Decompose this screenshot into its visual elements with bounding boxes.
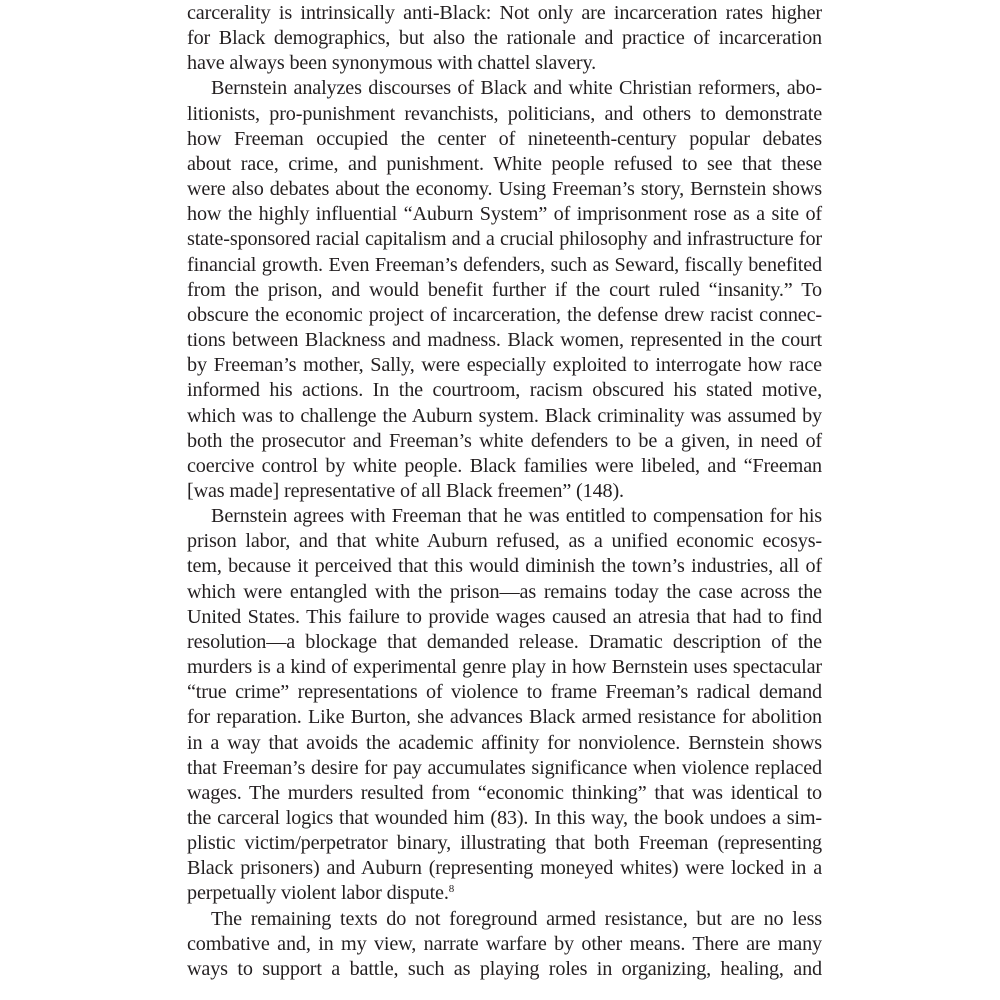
text-line: informed his actions. In the courtroom, racism obscured his stated motive, [187, 379, 822, 402]
text-line: how the highly influential “Auburn System” of imprisonment rose as a site of [187, 203, 822, 226]
text-line: resolution—a blockage that demanded release. Dramatic description of the [187, 630, 822, 653]
text-line: in a way that avoids the academic affinity for nonviolence. Bernstein shows [187, 731, 822, 754]
text-line: which was to challenge the Auburn system. Black criminality was assumed by [187, 404, 822, 427]
text-line: how Freeman occupied the center of nineteenth-century popular debates [187, 127, 822, 150]
text-line: which were entangled with the prison—as remains today the case across the [187, 580, 822, 603]
paragraph-1 [187, 1, 822, 76]
text-line: tem, because it perceived that this would diminish the town’s industries, all of [187, 555, 822, 578]
footnote-marker[interactable]: 8 [448, 883, 455, 896]
text-line: were also debates about the economy. Using Freeman’s story, Bernstein shows [187, 178, 822, 201]
text-line: Bernstein analyzes discourses of Black and white Christian reformers, abo- [211, 77, 822, 100]
text-line: carcerality is intrinsically anti-Black: Not only are incarceration rates higher [187, 2, 822, 24]
text-line: United States. This failure to provide wages caused an atresia that had to find [187, 605, 822, 628]
text-line: litionists, pro-punishment revanchists, politicians, and others to demonstrate [187, 102, 822, 125]
text-line: the carceral logics that wounded him (83). In this way, the book undoes a sim- [187, 807, 822, 829]
text-line: The remaining texts do not foreground armed resistance, but are no less [211, 907, 822, 930]
paragraph-3 [187, 504, 822, 907]
text-line: both the prosecutor and Freeman’s white defenders to be a given, in need of [187, 429, 822, 452]
text-line: financial growth. Even Freeman’s defenders, such as Seward, fiscally benefited [187, 253, 822, 276]
paragraph-4 [187, 907, 822, 982]
text-line: [was made] representative of all Black freemen” (148). [187, 479, 624, 502]
text-line: coercive control by white people. Black families were libeled, and “Freeman [187, 454, 822, 477]
text-line: that Freeman’s desire for pay accumulates significance when violence replaced [187, 756, 822, 779]
paragraph-2 [187, 76, 822, 504]
text-line: plistic victim/perpetrator binary, illustrating that both Freeman (representing [187, 832, 822, 855]
text-line: ways to support a battle, such as playing roles in organizing, healing, and [187, 957, 822, 980]
text-line: for Black demographics, but also the rationale and practice of incarceration [187, 27, 822, 50]
text-line: tions between Blackness and madness. Black women, represented in the court [187, 329, 822, 352]
text-line: “true crime” representations of violence to frame Freeman’s radical demand [187, 681, 822, 704]
text-line: murders is a kind of experimental genre play in how Bernstein uses spectacular [187, 656, 822, 679]
text-line: combative and, in my view, narrate warfare by other means. There are many [187, 932, 822, 955]
text-line: prison labor, and that white Auburn refused, as a unified economic ecosys- [187, 530, 822, 553]
text-line-content: perpetually violent labor dispute. [187, 882, 449, 905]
text-line: Black prisoners) and Auburn (representing moneyed whites) were locked in a [187, 857, 822, 880]
text-line: by Freeman’s mother, Sally, were especially exploited to interrogate how race [187, 354, 822, 377]
text-line [187, 881, 822, 906]
text-line: wages. The murders resulted from “economic thinking” that was identical to [187, 781, 822, 804]
text-line: obscure the economic project of incarceration, the defense drew racist connec- [187, 303, 822, 326]
text-line: about race, crime, and punishment. White people refused to see that these [187, 152, 822, 175]
text-line: state-sponsored racial capitalism and a crucial philosophy and infrastructure for [187, 228, 822, 251]
text-line: Bernstein agrees with Freeman that he was entitled to compensation for his [211, 505, 822, 528]
document-page [187, 1, 822, 982]
text-line: for reparation. Like Burton, she advances Black armed resistance for abolition [187, 706, 822, 729]
text-line: from the prison, and would benefit further if the court ruled “insanity.” To [187, 278, 822, 301]
text-line: have always been synonymous with chattel slavery. [187, 52, 596, 75]
